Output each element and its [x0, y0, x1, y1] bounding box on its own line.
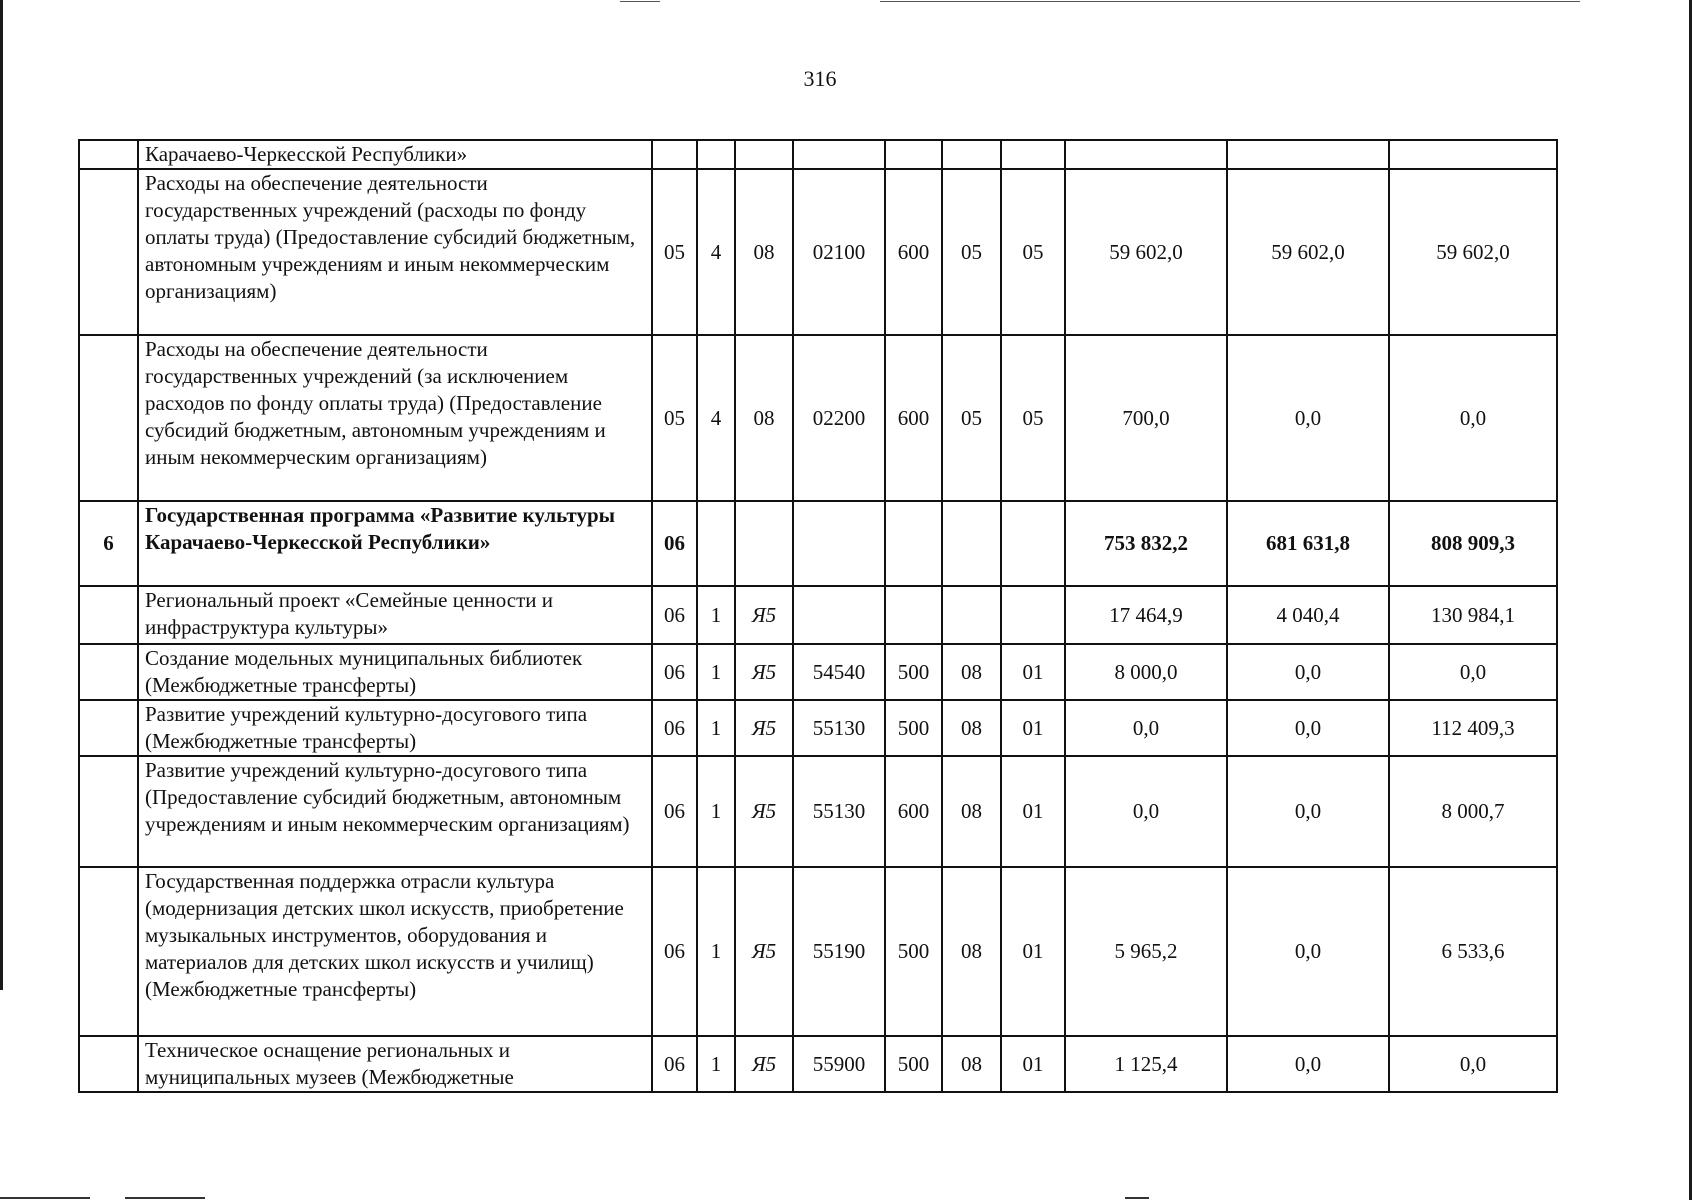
row-description: Техническое оснащение региональных и муниципальных музеев (Межбюджетные: [138, 1036, 652, 1092]
amount-cell: 753 832,2: [1065, 501, 1227, 586]
code-cell: 05: [652, 169, 697, 335]
amount-cell: 8 000,0: [1065, 644, 1227, 700]
amount-cell: 0,0: [1389, 1036, 1557, 1092]
code-cell: 500: [885, 700, 942, 756]
code-cell: [793, 501, 885, 586]
table-row: [79, 1036, 1557, 1092]
code-cell: 08: [735, 335, 793, 501]
code-cell: Я5: [735, 1036, 793, 1092]
table-row: [79, 335, 1557, 501]
code-cell: 1: [697, 1036, 735, 1092]
row-number: [79, 140, 138, 169]
amount-cell: [1389, 140, 1557, 169]
amount-cell: 0,0: [1227, 1036, 1389, 1092]
amount-cell: 6 533,6: [1389, 867, 1557, 1036]
row-number: [79, 169, 138, 335]
code-cell: 08: [942, 1036, 1001, 1092]
amount-cell: 0,0: [1389, 644, 1557, 700]
amount-cell: 0,0: [1065, 756, 1227, 867]
row-description: Карачаево-Черкесской Республики»: [138, 140, 652, 169]
code-cell: [885, 140, 942, 169]
code-cell: Я5: [735, 867, 793, 1036]
scan-artifact-top: [620, 1, 660, 2]
code-cell: [793, 140, 885, 169]
code-cell: 01: [1001, 756, 1065, 867]
code-cell: 02100: [793, 169, 885, 335]
code-cell: 05: [652, 335, 697, 501]
code-cell: 500: [885, 867, 942, 1036]
row-number: [79, 756, 138, 867]
amount-cell: 1 125,4: [1065, 1036, 1227, 1092]
code-cell: 1: [697, 867, 735, 1036]
row-number: [79, 1036, 138, 1092]
table-row: [79, 586, 1557, 644]
table-row: [79, 501, 1557, 586]
row-description: Государственная поддержка отрасли культура (модернизация детских школ искусств, приобретение музыкальных инструментов, оборудования и материалов для детских школ искусств и училищ) (Межбюджетные трансферты): [138, 867, 652, 1036]
code-cell: 06: [652, 644, 697, 700]
row-number: [79, 644, 138, 700]
code-cell: [735, 501, 793, 586]
amount-cell: 59 602,0: [1389, 169, 1557, 335]
row-description: Создание модельных муниципальных библиотек (Межбюджетные трансферты): [138, 644, 652, 700]
amount-cell: 0,0: [1227, 700, 1389, 756]
code-cell: [697, 140, 735, 169]
code-cell: 06: [652, 501, 697, 586]
code-cell: [885, 586, 942, 644]
code-cell: 05: [1001, 335, 1065, 501]
row-number: [79, 867, 138, 1036]
code-cell: 01: [1001, 644, 1065, 700]
code-cell: 1: [697, 586, 735, 644]
table-row: [79, 867, 1557, 1036]
code-cell: Я5: [735, 756, 793, 867]
amount-cell: 700,0: [1065, 335, 1227, 501]
amount-cell: 808 909,3: [1389, 501, 1557, 586]
code-cell: 500: [885, 1036, 942, 1092]
row-description: Развитие учреждений культурно-досугового типа (Предоставление субсидий бюджетным, автономным учреждениям и иным некоммерческим организациям): [138, 756, 652, 867]
amount-cell: 0,0: [1389, 335, 1557, 501]
row-number: [79, 335, 138, 501]
code-cell: Я5: [735, 586, 793, 644]
code-cell: [942, 586, 1001, 644]
amount-cell: 681 631,8: [1227, 501, 1389, 586]
row-description: Развитие учреждений культурно-досугового типа (Межбюджетные трансферты): [138, 700, 652, 756]
table-row: [79, 140, 1557, 169]
code-cell: [942, 140, 1001, 169]
table-row: [79, 644, 1557, 700]
row-number: [79, 700, 138, 756]
amount-cell: 0,0: [1227, 644, 1389, 700]
code-cell: 05: [942, 169, 1001, 335]
amount-cell: 5 965,2: [1065, 867, 1227, 1036]
amount-cell: [1227, 140, 1389, 169]
code-cell: 1: [697, 644, 735, 700]
amount-cell: 59 602,0: [1065, 169, 1227, 335]
code-cell: [793, 586, 885, 644]
scan-artifact-top: [880, 1, 1580, 2]
amount-cell: 0,0: [1227, 335, 1389, 501]
code-cell: 05: [1001, 169, 1065, 335]
code-cell: [885, 501, 942, 586]
amount-cell: [1065, 140, 1227, 169]
code-cell: 06: [652, 756, 697, 867]
row-number: 6: [79, 501, 138, 586]
code-cell: [735, 140, 793, 169]
code-cell: Я5: [735, 700, 793, 756]
code-cell: 4: [697, 335, 735, 501]
row-description: Государственная программа «Развитие культуры Карачаево-Черкесской Республики»: [138, 501, 652, 586]
page-number: 316: [803, 66, 837, 91]
amount-cell: 130 984,1: [1389, 586, 1557, 644]
amount-cell: 59 602,0: [1227, 169, 1389, 335]
code-cell: 08: [942, 700, 1001, 756]
code-cell: [942, 501, 1001, 586]
code-cell: 01: [1001, 1036, 1065, 1092]
code-cell: 55130: [793, 756, 885, 867]
code-cell: 02200: [793, 335, 885, 501]
row-description: Расходы на обеспечение деятельности государственных учреждений (за исключением расходов по фонду оплаты труда) (Предоставление субсидий бюджетным, автономным учреждениям и иным некоммерческим организациям): [138, 335, 652, 501]
code-cell: [1001, 586, 1065, 644]
row-description: Расходы на обеспечение деятельности государственных учреждений (расходы по фонду оплаты труда) (Предоставление субсидий бюджетным, автономным учреждениям и иным некоммерческим организациям): [138, 169, 652, 335]
code-cell: 55900: [793, 1036, 885, 1092]
code-cell: 06: [652, 867, 697, 1036]
amount-cell: 17 464,9: [1065, 586, 1227, 644]
code-cell: [1001, 140, 1065, 169]
code-cell: 600: [885, 335, 942, 501]
code-cell: 08: [942, 644, 1001, 700]
scan-left-edge: [0, 0, 3, 990]
code-cell: 06: [652, 586, 697, 644]
table-row: [79, 169, 1557, 335]
code-cell: 1: [697, 756, 735, 867]
scan-artifact-bottom: [125, 1197, 205, 1199]
code-cell: Я5: [735, 644, 793, 700]
code-cell: 4: [697, 169, 735, 335]
code-cell: 08: [735, 169, 793, 335]
table-row: [79, 700, 1557, 756]
scan-artifact-bottom: [1125, 1197, 1149, 1199]
table-row: [79, 756, 1557, 867]
code-cell: [697, 501, 735, 586]
row-number: [79, 586, 138, 644]
row-description: Региональный проект «Семейные ценности и инфраструктура культуры»: [138, 586, 652, 644]
code-cell: 05: [942, 335, 1001, 501]
code-cell: 06: [652, 1036, 697, 1092]
code-cell: 600: [885, 169, 942, 335]
code-cell: 54540: [793, 644, 885, 700]
amount-cell: 8 000,7: [1389, 756, 1557, 867]
code-cell: 01: [1001, 700, 1065, 756]
amount-cell: 0,0: [1065, 700, 1227, 756]
code-cell: 500: [885, 644, 942, 700]
code-cell: 06: [652, 700, 697, 756]
code-cell: 600: [885, 756, 942, 867]
amount-cell: 0,0: [1227, 756, 1389, 867]
code-cell: 08: [942, 756, 1001, 867]
code-cell: 08: [942, 867, 1001, 1036]
code-cell: [652, 140, 697, 169]
code-cell: [1001, 501, 1065, 586]
amount-cell: 0,0: [1227, 867, 1389, 1036]
scan-artifact-bottom: [0, 1197, 90, 1199]
amount-cell: 4 040,4: [1227, 586, 1389, 644]
budget-table: [78, 139, 1558, 1093]
amount-cell: 112 409,3: [1389, 700, 1557, 756]
code-cell: 1: [697, 700, 735, 756]
code-cell: 55190: [793, 867, 885, 1036]
code-cell: 55130: [793, 700, 885, 756]
code-cell: 01: [1001, 867, 1065, 1036]
